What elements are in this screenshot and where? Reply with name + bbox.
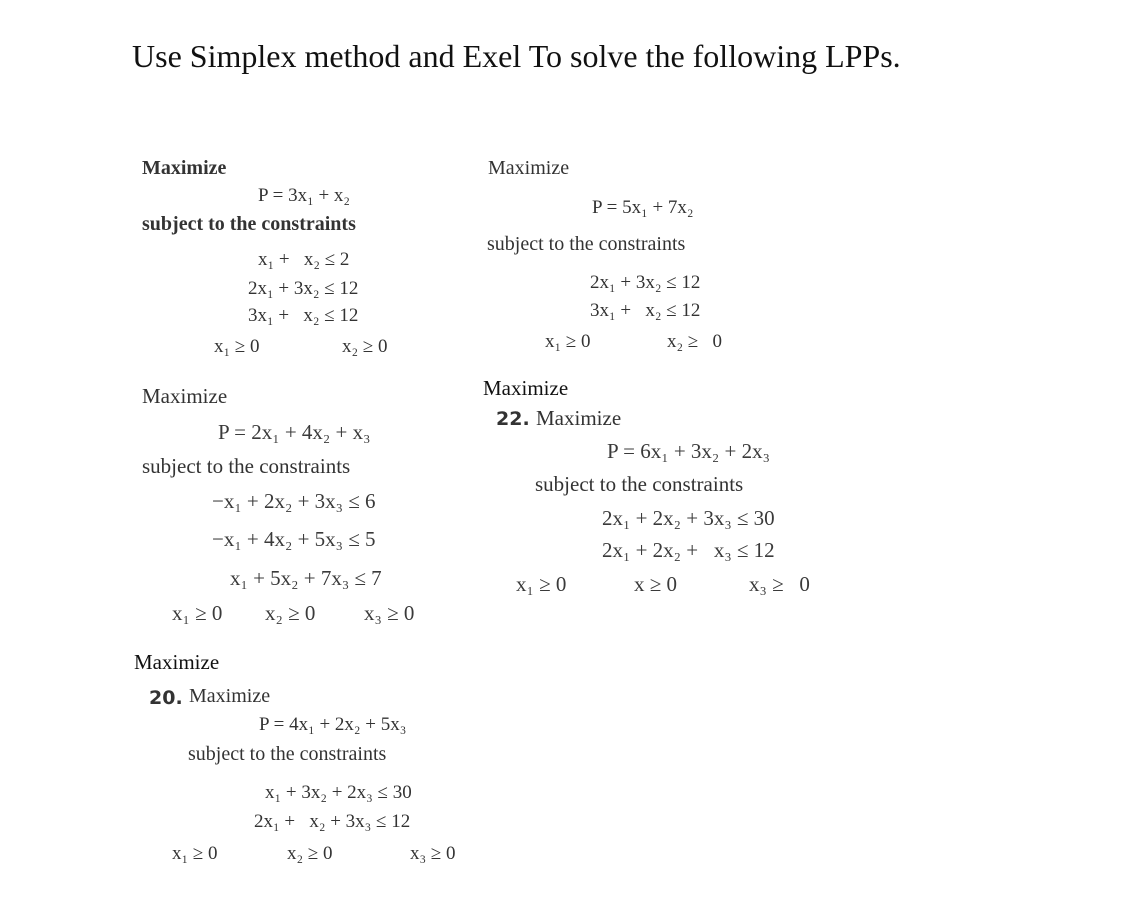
constraint: 3x₁ + x₂ ≤ 12 bbox=[590, 300, 701, 321]
constraint: 2x₁ + 3x₂ ≤ 12 bbox=[590, 272, 701, 293]
page-title: Use Simplex method and Exel To solve the following LPPs. bbox=[132, 38, 901, 74]
nonnegativity: x₃ ≥ 0 bbox=[749, 572, 810, 596]
nonnegativity: x₁ ≥ 0 bbox=[516, 572, 567, 596]
constraint: 3x₁ + x₂ ≤ 12 bbox=[248, 305, 359, 326]
nonnegativity: x₂ ≥ 0 bbox=[667, 331, 723, 352]
constraint: x₁ + 3x₂ + 2x₃ ≤ 30 bbox=[265, 782, 412, 803]
maximize-heading: Maximize bbox=[488, 157, 570, 179]
nonnegativity: x₁ ≥ 0 bbox=[172, 843, 218, 864]
nonnegativity: x₁ ≥ 0 bbox=[214, 336, 260, 357]
constraint: −x₁ + 2x₂ + 3x₃ ≤ 6 bbox=[212, 489, 376, 513]
constraint: −x₁ + 4x₂ + 5x₃ ≤ 5 bbox=[212, 527, 376, 551]
objective-function: P = 6x₁ + 3x₂ + 2x₃ bbox=[607, 439, 770, 463]
objective-function: P = 4x₁ + 2x₂ + 5x₃ bbox=[259, 714, 407, 735]
constraints-heading: subject to the constraints bbox=[535, 472, 744, 496]
maximize-heading: Maximize bbox=[142, 384, 228, 408]
objective-function: P = 2x₁ + 4x₂ + x₃ bbox=[218, 420, 371, 444]
constraints-heading: subject to the constraints bbox=[142, 213, 356, 235]
nonnegativity: x₂ ≥ 0 bbox=[342, 336, 388, 357]
constraints-heading: subject to the constraints bbox=[188, 743, 387, 765]
nonnegativity: x₂ ≥ 0 bbox=[265, 601, 316, 625]
maximize-label: Maximize bbox=[134, 650, 220, 674]
problem-number: 20. bbox=[149, 687, 183, 709]
maximize-heading: Maximize bbox=[142, 157, 227, 179]
constraint: 2x₁ + x₂ + 3x₃ ≤ 12 bbox=[254, 811, 411, 832]
nonnegativity: x₂ ≥ 0 bbox=[287, 843, 333, 864]
constraint: x₁ + x₂ ≤ 2 bbox=[258, 249, 350, 270]
nonnegativity: x ≥ 0 bbox=[634, 572, 678, 596]
constraint: 2x₁ + 2x₂ + 3x₃ ≤ 30 bbox=[602, 506, 775, 530]
constraints-heading: subject to the constraints bbox=[487, 233, 686, 255]
maximize-heading: Maximize bbox=[189, 685, 271, 707]
nonnegativity: x₃ ≥ 0 bbox=[410, 843, 456, 864]
constraints-heading: subject to the constraints bbox=[142, 454, 351, 478]
nonnegativity: x₁ ≥ 0 bbox=[172, 601, 223, 625]
maximize-heading: Maximize bbox=[536, 406, 622, 430]
objective-function: P = 5x₁ + 7x₂ bbox=[592, 197, 694, 218]
problem-number: 22. bbox=[496, 408, 530, 430]
constraint: 2x₁ + 3x₂ ≤ 12 bbox=[248, 278, 359, 299]
nonnegativity: x₁ ≥ 0 bbox=[545, 331, 591, 352]
objective-function: P = 3x₁ + x₂ bbox=[258, 185, 351, 206]
constraint: 2x₁ + 2x₂ + x₃ ≤ 12 bbox=[602, 538, 775, 562]
maximize-label: Maximize bbox=[483, 376, 569, 400]
constraint: x₁ + 5x₂ + 7x₃ ≤ 7 bbox=[230, 566, 382, 590]
nonnegativity: x₃ ≥ 0 bbox=[364, 601, 415, 625]
